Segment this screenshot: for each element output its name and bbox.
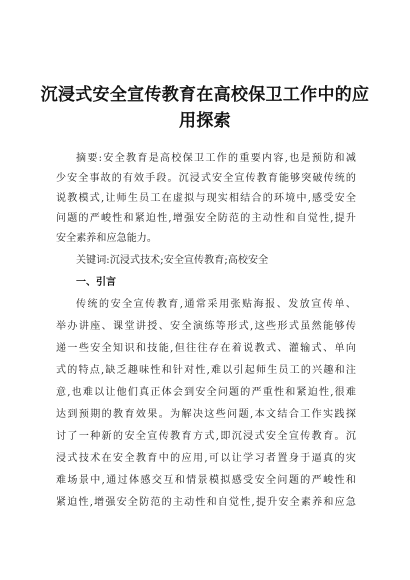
intro-line: 式的特点,缺乏趣味性和针对性,难以引起师生员工的兴趣和注 [56, 365, 356, 376]
keywords-line: 关键词:沉浸式技术;安全宣传教育;高校安全 [76, 255, 269, 266]
abstract-line: 少安全事故的有效手段。沉浸式安全宣传教育能够突破传统的 [56, 173, 356, 184]
document-title [40, 82, 370, 134]
intro-line: 浸式技术在安全教育中的应用,可以让学习者置身于逼真的灾 [56, 453, 356, 464]
section-heading-introduction: 一、引言 [76, 277, 116, 288]
title-line-1: 沉浸式安全宣传教育在高校保卫工作中的应 [40, 85, 370, 105]
abstract-line: 说教模式,让师生员工在虚拟与现实相结合的环境中,感受安全 [56, 193, 356, 204]
intro-line: 达到预期的教育效果。为解决这些问题,本文结合工作实践探 [56, 409, 356, 420]
intro-line: 传统的安全宣传教育,通常采用张贴海报、发放宣传单、 [76, 299, 356, 310]
abstract-line: 问题的严峻性和紧迫性,增强安全防范的主动性和自觉性,提升 [56, 213, 356, 224]
intro-line: 紧迫性,增强安全防范的主动性和自觉性,提升安全素养和应急 [56, 497, 356, 508]
title-line-2: 用探索 [179, 111, 231, 131]
abstract-line: 摘要:安全教育是高校保卫工作的重要内容,也是预防和减 [76, 153, 356, 164]
intro-line: 举办讲座、课堂讲授、安全演练等形式,这些形式虽然能够传 [56, 321, 356, 332]
intro-line: 意,也难以让他们真正体会到安全问题的严重性和紧迫性,很难 [56, 387, 356, 398]
abstract-line: 安全素养和应急能力。 [56, 233, 157, 244]
intro-line: 递一些安全知识和技能,但往往存在着说教式、灌输式、单向 [56, 343, 356, 354]
intro-line: 难场景中,通过体感交互和情景模拟感受安全问题的严峻性和 [56, 475, 356, 486]
intro-line: 讨了一种新的安全宣传教育方式,即沉浸式安全宣传教育。沉 [56, 431, 356, 442]
